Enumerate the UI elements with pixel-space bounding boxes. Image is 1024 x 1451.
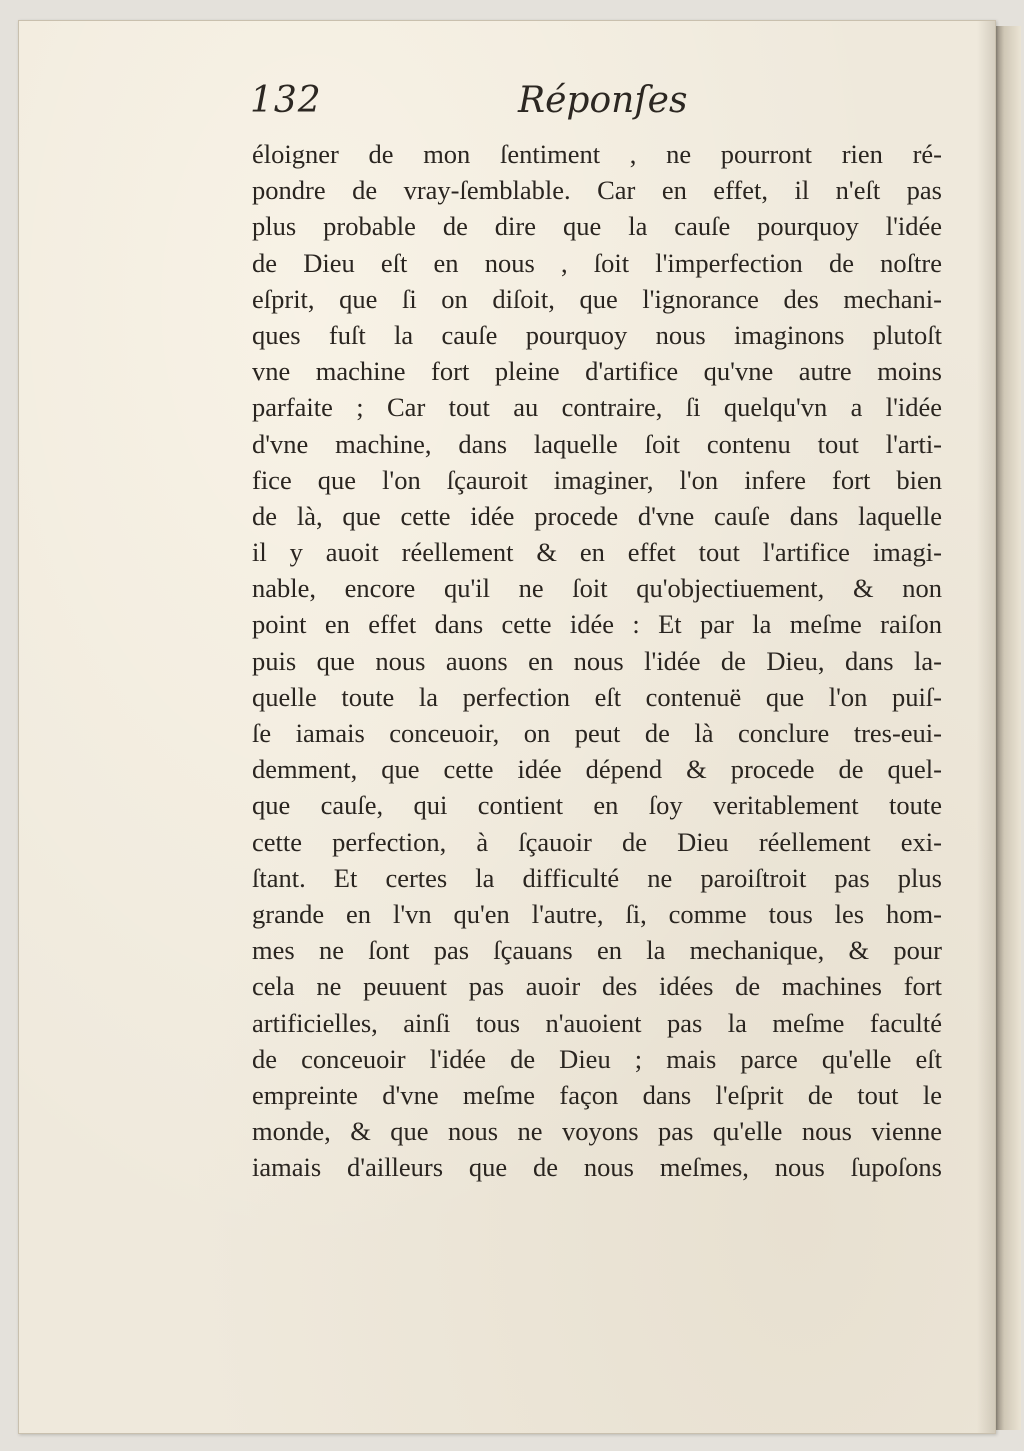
text-line: plus probable de dire que la cauſe pourquoy l'idée <box>252 211 942 242</box>
text-line: iamais d'ailleurs que de nous meſmes, nous ſupoſons <box>252 1152 942 1183</box>
running-head: Réponſes <box>518 80 688 121</box>
text-line: empreinte d'vne meſme façon dans l'eſprit de tout le <box>252 1079 942 1110</box>
text-line: fice que l'on ſçauroit imaginer, l'on infere fort bien <box>252 464 942 495</box>
text-line: pondre de vray-ſemblable. Car en effet, il n'eſt pas <box>252 175 942 206</box>
text-line: vne machine fort pleine d'artifice qu'vne autre moins <box>252 356 942 387</box>
text-line: il y auoit réellement & en effet tout l'artifice imagi- <box>252 537 942 568</box>
text-line: ques fuſt la cauſe pourquoy nous imaginons plutoſt <box>252 319 942 350</box>
text-line: cela ne peuuent pas auoir des idées de machines fort <box>252 971 942 1002</box>
text-line: de Dieu eſt en nous , ſoit l'imperfection de noſtre <box>252 247 942 278</box>
text-line: ſtant. Et certes la difficulté ne paroiſtroit pas plus <box>252 862 942 893</box>
text-line: ſe iamais conceuoir, on peut de là conclure tres-eui- <box>252 718 942 748</box>
text-line: point en effet dans cette idée : Et par la meſme raiſon <box>252 609 942 640</box>
text-line: artificielles, ainſi tous n'auoient pas la meſme faculté <box>252 1007 942 1038</box>
text-line: que cauſe, qui contient en ſoy veritablement toute <box>252 790 942 821</box>
text-line: de là, que cette idée procede d'vne cauſe dans laquelle <box>252 500 942 531</box>
text-line: cette perfection, à ſçauoir de Dieu réellement exi- <box>252 826 942 857</box>
text-line: eſprit, que ſi on diſoit, que l'ignorance des mechani- <box>252 283 942 314</box>
text-line: quelle toute la perfection eſt contenuë que l'on puiſ- <box>252 681 942 712</box>
text-line: demment, que cette idée dépend & procede de quel- <box>252 754 942 785</box>
text-line: puis que nous auons en nous l'idée de Dieu, dans la- <box>252 645 942 676</box>
adjacent-page-edge <box>994 26 1021 1430</box>
text-line: nable, encore qu'il ne ſoit qu'objectiuement, & non <box>252 573 942 604</box>
text-line: grande en l'vn qu'en l'autre, ſi, comme tous les hom- <box>252 898 942 929</box>
page-number: 132 <box>250 80 322 121</box>
gutter-shadow <box>977 21 995 1433</box>
text-line: d'vne machine, dans laquelle ſoit contenu tout l'arti- <box>252 428 942 459</box>
text-line: mes ne ſont pas ſçauans en la mechanique, & pour <box>252 935 942 966</box>
text-line: de conceuoir l'idée de Dieu ; mais parce qu'elle eſt <box>252 1043 942 1074</box>
text-line: éloigner de mon ſentiment , ne pourront rien ré- <box>252 139 942 169</box>
page-header <box>250 80 940 130</box>
text-line: parfaite ; Car tout au contraire, ſi quelqu'vn a l'idée <box>252 392 942 423</box>
body-text <box>252 136 942 1185</box>
text-line: monde, & que nous ne voyons pas qu'elle nous vienne <box>252 1116 942 1147</box>
